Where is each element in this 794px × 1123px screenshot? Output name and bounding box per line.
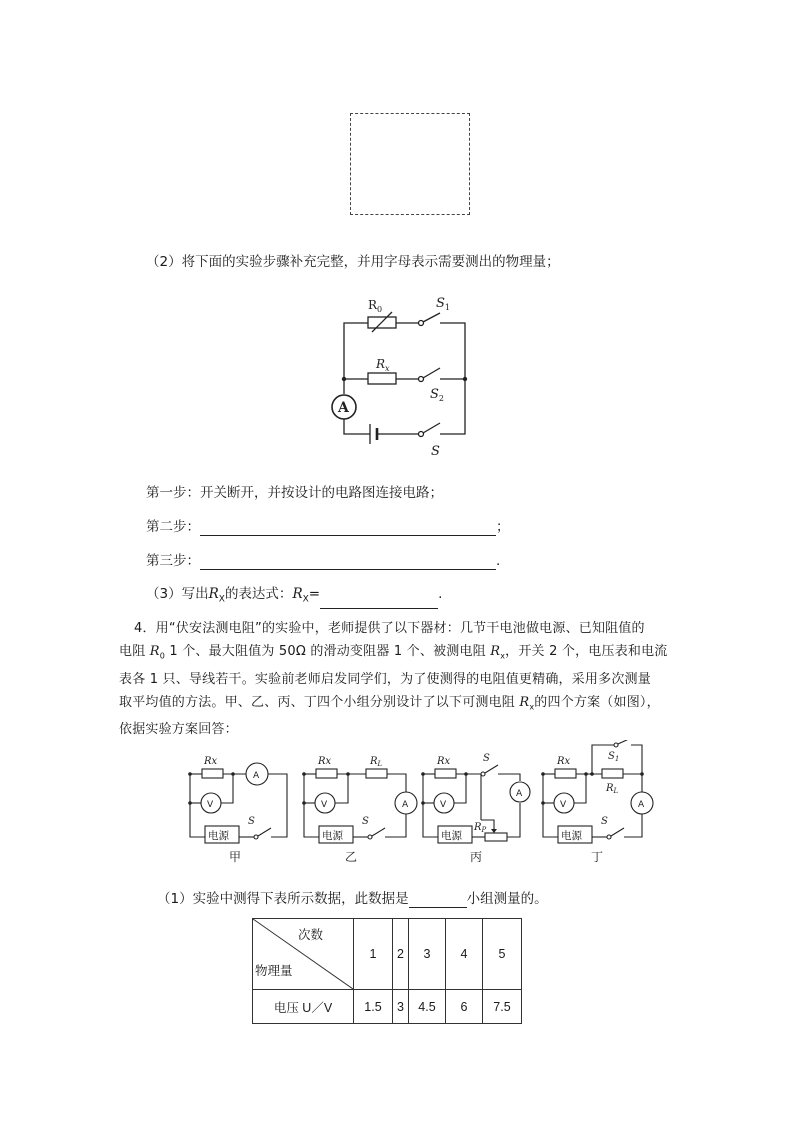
q1-prefix: （1）实验中测得下表所示数据，此数据是 — [157, 891, 409, 907]
svg-text:RP: $R_P$ — [474, 822, 487, 834]
switch-s-blade — [423, 423, 440, 433]
q4-paragraph — [119, 617, 694, 741]
q4-line-5: 依据实验方案回答： — [119, 722, 238, 738]
switch-s2-pivot — [419, 377, 424, 382]
voltmeter-label: V — [207, 800, 214, 810]
value-2: 3 — [393, 990, 409, 1024]
label-s: S — [431, 444, 440, 459]
q1-answer-blank[interactable] — [409, 892, 467, 908]
switch-s1-blade — [423, 313, 440, 322]
q3-mid: 的表达式： — [224, 586, 293, 602]
wire — [344, 323, 368, 346]
label-rx: Rx — [204, 756, 218, 767]
step-two-answer-blank[interactable] — [200, 520, 496, 536]
q4-line-2-b: 1 个、最大阻值为 50Ω 的滑动变阻器 1 个、被测电阻 — [169, 644, 486, 659]
resistor-rx — [368, 373, 396, 384]
circuit-design-box — [350, 113, 470, 215]
q4-r0-sub: 0 — [159, 651, 166, 661]
step-three-answer-blank[interactable] — [200, 554, 496, 570]
caption-bing: 丙 — [470, 850, 483, 864]
power-label: 电源 — [561, 830, 582, 842]
ammeter-label: A — [402, 800, 409, 810]
q1-question — [157, 890, 548, 908]
step-two-end: ； — [496, 519, 510, 535]
label-s: S — [483, 753, 490, 764]
switch-s1-pivot — [419, 321, 424, 326]
label-s2: $S_2$ — [430, 387, 444, 403]
q3-end: . — [438, 586, 443, 602]
step-two-label: 第二步： — [146, 519, 200, 535]
power-label: 电源 — [208, 830, 229, 842]
count-3: 3 — [409, 919, 446, 990]
count-1: 1 — [354, 919, 393, 990]
q4-rx-sub: x — [500, 651, 506, 661]
value-4: 6 — [446, 990, 483, 1024]
rheostat-arrow — [372, 312, 392, 332]
voltmeter-label: V — [321, 800, 328, 810]
label-s: S — [248, 816, 255, 827]
svg-text:RL: $R_L$ — [606, 783, 619, 795]
value-1: 1.5 — [354, 990, 393, 1024]
label-rx: Rx — [437, 756, 451, 767]
q4-line-2-c: ，开关 2 个，电压表和电流 — [505, 644, 668, 659]
caption-ding: 丁 — [591, 850, 604, 864]
q4-r0: R — [149, 644, 160, 659]
table-header-row — [253, 919, 522, 990]
ammeter-label: A — [638, 800, 645, 810]
step-three-end: . — [496, 553, 501, 569]
junction-dot — [342, 377, 346, 381]
power-label: 电源 — [322, 830, 343, 842]
label-s: S — [362, 816, 369, 827]
step-three — [146, 552, 500, 570]
q3-prefix: （3）写出 — [146, 586, 209, 602]
q4-rx: R — [490, 644, 501, 659]
power-label: 电源 — [441, 830, 462, 842]
label-s: S — [601, 816, 608, 827]
step-one: 第一步：开关断开，并按设计的电路图连接电路； — [146, 485, 443, 501]
scheme-ding — [541, 740, 653, 864]
header-count: 次数 — [297, 928, 323, 942]
four-scheme-circuits — [180, 740, 660, 868]
label-r0: $R_0$ — [368, 298, 383, 314]
scheme-yi — [302, 756, 417, 864]
label-ammeter: A — [338, 400, 349, 416]
step-three-label: 第三步： — [146, 553, 200, 569]
q3-var-sub: X — [218, 594, 225, 605]
q4-line-2 — [119, 640, 694, 668]
scheme-jia — [188, 756, 287, 864]
label-rx: Rx — [318, 756, 332, 767]
step-two — [146, 518, 510, 536]
table-row — [253, 990, 522, 1024]
q4-rx-2: R — [519, 694, 530, 710]
q3-expression: （3）写出$R_X$的表达式：$R_X=$ . — [146, 585, 442, 609]
data-table — [252, 918, 522, 1024]
q1-suffix: 小组测量的。 — [466, 891, 548, 907]
ammeter-label: A — [253, 771, 260, 781]
value-5: 7.5 — [483, 990, 522, 1024]
caption-yi: 乙 — [345, 850, 358, 864]
label-rx: $R_x$ — [376, 357, 390, 373]
label-s1: $S_1$ — [436, 296, 450, 312]
q4-line-1: 4．用“伏安法测电阻”的实验中，老师提供了以下器材：几节干电池做电源、已知阻值的 — [134, 621, 645, 636]
ammeter-label: A — [516, 789, 523, 799]
svg-text:RL: $R_L$ — [370, 756, 383, 768]
q4-line-4-a: 取平均值的方法。甲、乙、丙、丁四个小组分别设计了以下可测电阻 — [119, 694, 516, 710]
q3-var-sub-repeat: X — [302, 594, 309, 605]
step2-instruction: （2）将下面的实验步骤补充完整，并用字母表示需要测出的物理量； — [146, 254, 560, 270]
q4-line-3: 表各 1 只、导线若干。实验前老师启发同学们，为了使测得的电阻值更精确，采用多次测量 — [119, 671, 651, 687]
voltmeter-label: V — [560, 800, 567, 810]
value-3: 4.5 — [409, 990, 446, 1024]
count-5: 5 — [483, 919, 522, 990]
q4-line-4 — [119, 691, 694, 719]
switch-s2-blade — [423, 368, 440, 378]
q3-answer-blank[interactable] — [320, 593, 438, 609]
junction-dot — [463, 377, 467, 381]
q3-var-repeat: R — [292, 586, 303, 602]
switch-s-pivot — [419, 432, 424, 437]
svg-text:S1: $S_1$ — [608, 751, 620, 763]
row-label: 电压 U／V — [253, 990, 354, 1024]
q4-line-4-b: 的四个方案（如图）， — [534, 694, 660, 710]
q4-line-2-a: 电阻 — [119, 644, 146, 659]
count-4: 4 — [446, 919, 483, 990]
header-quantity: 物理量 — [255, 964, 293, 978]
label-rx: Rx — [557, 756, 571, 767]
q3-var: R — [208, 586, 219, 602]
voltmeter-label: V — [440, 800, 447, 810]
table-corner-cell — [253, 919, 354, 990]
q4-rx-2-sub: x — [529, 702, 535, 712]
scheme-bing — [421, 753, 530, 864]
count-2: 2 — [393, 919, 409, 990]
experiment-circuit — [330, 288, 475, 460]
caption-jia: 甲 — [229, 850, 242, 864]
